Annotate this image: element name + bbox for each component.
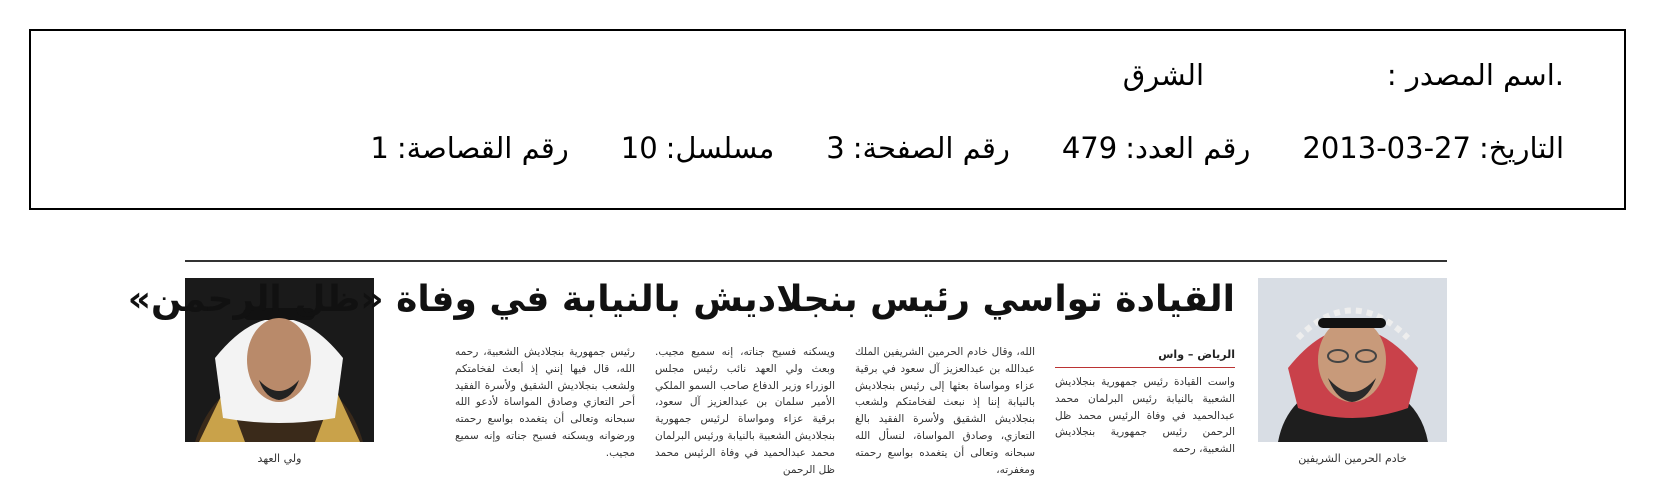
king-caption: خادم الحرمين الشريفين (1298, 452, 1407, 465)
date-label: التاريخ: (1478, 131, 1564, 165)
date-value: 2013-03-27 (1302, 131, 1471, 165)
metadata-box (29, 29, 1626, 210)
article-dateline: الرياض – واس (1055, 348, 1235, 368)
king-portrait-icon (1258, 278, 1447, 442)
source-value: الشرق (1122, 58, 1204, 92)
article-headline: القيادة تواسي رئيس بنجلاديش بالنيابة في وفاة «ظل الرحمن» (127, 279, 1235, 320)
clip-label: رقم القصاصة: (396, 131, 569, 165)
king-photo (1258, 278, 1447, 442)
metadata-row (370, 131, 1564, 165)
source-label: .اسم المصدر : (1386, 58, 1564, 92)
issue-label: رقم العدد: (1125, 131, 1251, 165)
article-column-2: الله، وقال خادم الحرمين الشريفين الملك عبدالله بن عبدالعزيز آل سعود في برقية عزاء ومواساة بعثها إلى رئيس بنجلاديش بالنيابة إننا إذ نبعث لفخامتكم ولشعب بنجلاديش الشقيق ولأسرة الفقيد بالغ التعازي، وصادق المواساة، لنسأل الله سبحانه وتعالى أن يتغمده بواسع رحمته ومغفرته، (855, 346, 1035, 476)
top-rule (185, 260, 1447, 262)
issue-value: 479 (1061, 131, 1118, 165)
page-label: رقم الصفحة: (852, 131, 1010, 165)
serial-label: مسلسل: (665, 131, 775, 165)
clip-value: 1 (370, 131, 389, 165)
crown-prince-caption: ولي العهد (257, 452, 302, 465)
article-column-1: واست القيادة رئيس جمهورية بنجلاديش الشعبية بالنيابة رئيس البرلمان محمد عبدالحميد في وفاة الرئيس محمد ظل الرحمن رئيس جمهورية بنجلاديش الشعبية، رحمه (1055, 376, 1235, 456)
newspaper-clipping (127, 256, 1447, 478)
page-value: 3 (826, 131, 845, 165)
article-column-3: ويسكنه فسيح جناته، إنه سميع مجيب. وبعث ولي العهد نائب رئيس مجلس الوزراء وزير الدفاع صاحب السمو الملكي الأمير سلمان بن عبدالعزيز آل سعود، برقية عزاء ومواساة لرئيس جمهورية بنجلاديش الشعبية بالنيابة ورئيس البرلمان محمد عبدالحميد في وفاة الرئيس محمد ظل الرحمن (655, 346, 835, 476)
serial-value: 10 (620, 131, 658, 165)
article-column-4: رئيس جمهورية بنجلاديش الشعبية، رحمه الله، قال فيها إنني إذ أبعث لفخامتكم ولشعب بنجلاديش الشقيق ولأسرة الفقيد أحر التعازي وصادق المواساة لأدعو الله سبحانه وتعالى أن يتغمده بواسع رحمته ورضوانه ويسكنه فسيح جناته وإنه سميع مجيب. (455, 346, 635, 459)
